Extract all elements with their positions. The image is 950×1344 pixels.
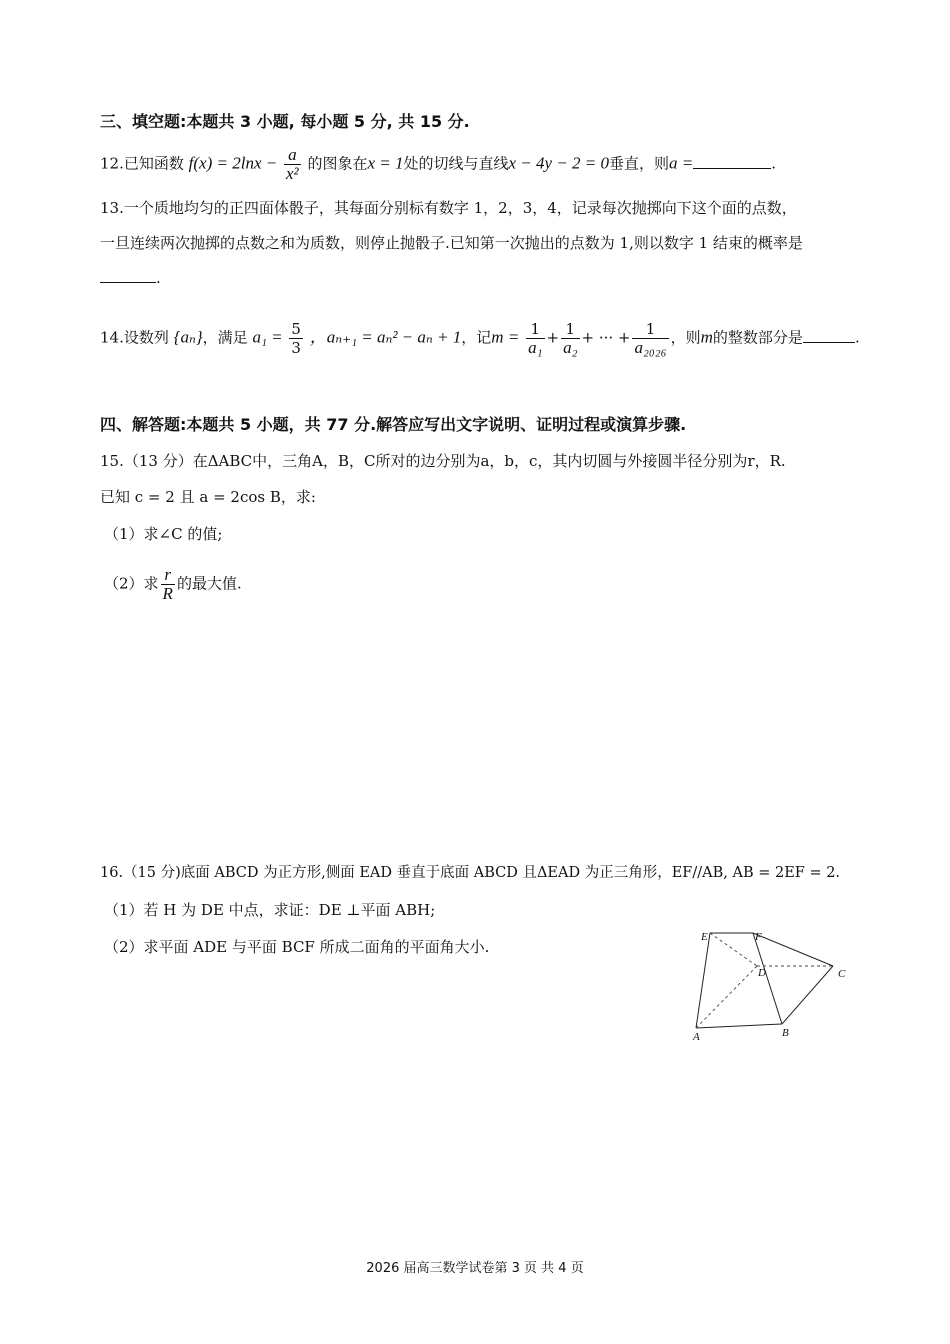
q12-middle: 的图象在 (307, 154, 368, 173)
q14-m: m (700, 327, 713, 347)
edge-AD (696, 966, 757, 1028)
q14-suffix2: 的整数部分是 (712, 328, 803, 347)
q14-answer-blank (803, 342, 855, 343)
edge-EA (696, 933, 710, 1028)
q14-plus: + (546, 328, 560, 347)
q14-cond: ，满足 (202, 328, 248, 347)
q12-line-equation: x − 4y − 2 = 0 (508, 153, 610, 173)
q12-frac-den: x² (286, 164, 299, 183)
q14-sequence: {aₙ} (173, 327, 203, 347)
label-B: B (782, 1027, 789, 1039)
edge-ED (710, 933, 757, 966)
q14-number: 14. (100, 328, 124, 347)
q15-part-2-suffix: 的最大值. (176, 574, 242, 593)
q14-term-3 (632, 320, 668, 357)
q15-part-2-prefix: （2）求 (104, 574, 159, 593)
label-C: C (838, 968, 846, 980)
edge-BC (782, 966, 833, 1024)
q14-suffix: ，则 (670, 328, 701, 347)
q14-a1-fraction (289, 320, 303, 357)
q14-note: ，记 (461, 328, 492, 347)
q14-term-3-num: 1 (632, 320, 668, 339)
q15-part-2 (104, 566, 242, 603)
q15-ratio-den: R (162, 584, 173, 603)
q14-m-eq: m = (491, 327, 520, 347)
q14-a1-den: 3 (291, 339, 301, 357)
q12-frac-num: a (284, 146, 301, 165)
edge-AB (696, 1024, 782, 1028)
question-14: 14.设数列 {aₙ}，满足 a₁ = $\frac{5}{3}$ ，aₙ₊₁ = aₙ² − aₙ + 1，记m = $\frac{1}{\text{a₁}}$ + $\frac{1}{\text{a₂}}$ + ··· + $\frac{1}{\text{a₂₀₂₆}}$ ，则m的整数部分是 . (100, 320, 860, 357)
q13-answer-blank (100, 282, 156, 283)
q14-a1-num: 5 (291, 320, 301, 338)
q12-middle2: 处的切线与直线 (403, 154, 509, 173)
section-4-heading: 四、解答题:本题共 5 小题，共 77 分.解答应写出文字说明、证明过程或演算步骤. (100, 415, 687, 434)
edge-FC (753, 933, 833, 966)
q14-a1: a₁ = (252, 327, 283, 347)
q14-term-2-den: a₂ (563, 338, 578, 357)
q12-point: x = 1 (367, 153, 404, 173)
q14-term-3-den: a₂₀₂₆ (634, 338, 667, 357)
q14-term-2-num: 1 (561, 320, 579, 339)
q12-answer-blank (693, 168, 771, 169)
label-D: D (758, 967, 766, 979)
q12-number: 12. (100, 154, 124, 173)
q12-prefix: 已知函数 (123, 154, 184, 173)
q13-line-1: 13.一个质地均匀的正四面体骰子，其每面分别标有数字 1，2，3，4，记录每次抛掷向下这个面的点数， (100, 199, 797, 217)
q15-line-2: 已知 c = 2 且 a = 2cos B，求: (100, 488, 316, 506)
q13-answer: . (100, 268, 161, 288)
q12-function: f(x) = 2lnx − (188, 153, 278, 173)
q14-dots: + ··· + (581, 328, 631, 347)
q14-recurrence: ，aₙ₊₁ = aₙ² − aₙ + 1 (309, 327, 462, 347)
q14-term-2 (561, 320, 579, 357)
q14-term-1-den: a₁ (528, 338, 543, 357)
q14-prefix: 设数列 (123, 328, 169, 347)
q16-solid-figure (685, 920, 855, 1045)
label-A: A (693, 1031, 700, 1043)
q14-term-1-num: 1 (526, 320, 544, 339)
q16-part-1: （1）若 H 为 DE 中点，求证：DE ⊥平面 ABH; (104, 901, 436, 919)
page-footer: 2026 届高三数学试卷第 3 页 共 4 页 (366, 1261, 584, 1276)
q15-ratio-num: r (161, 566, 175, 585)
q16-part-2: （2）求平面 ADE 与平面 BCF 所成二面角的平面角大小. (104, 938, 490, 956)
q15-ratio-fraction (161, 566, 175, 603)
q15-line-1: 15.（13 分）在ΔABC中，三角A，B，C所对的边分别为a，b，c，其内切圆与外接圆半径分别为r，R. (100, 452, 786, 470)
q12-suffix: 垂直，则 (609, 154, 670, 173)
q12-ask: a = (669, 153, 694, 173)
q15-part-1: （1）求∠C 的值; (104, 525, 223, 543)
q12-fraction (284, 146, 301, 183)
q13-line-2: 一旦连续两次抛掷的点数之和为质数，则停止抛骰子.已知第一次抛出的点数为 1,则以数字 1 结束的概率是 (100, 234, 803, 252)
section-3-heading: 三、填空题:本题共 3 小题, 每小题 5 分, 共 15 分. (100, 112, 470, 131)
label-F: F (755, 931, 762, 943)
q14-term-1 (526, 320, 544, 357)
label-E: E (701, 931, 708, 943)
question-12: 12.已知函数 f(x) = 2lnx − $\frac{a}{\text{x²}}$ 的图象在x = 1处的切线与直线x − 4y − 2 = 0垂直，则a = . (100, 145, 777, 183)
q16-line-1: 16.（15 分)底面 ABCD 为正方形,侧面 EAD 垂直于底面 ABCD 且ΔEAD 为正三角形，EF//AB, AB = 2EF = 2. (100, 865, 841, 881)
